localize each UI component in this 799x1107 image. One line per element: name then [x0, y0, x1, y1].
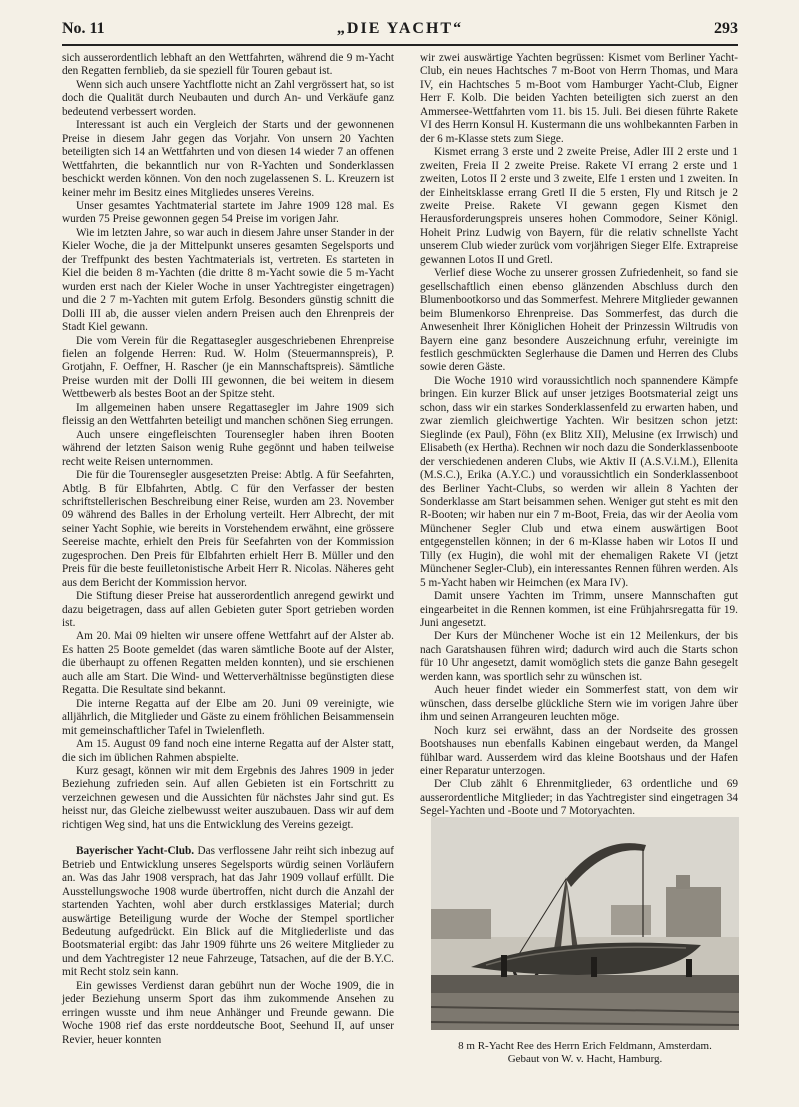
magazine-title: „DIE YACHT“ — [336, 20, 464, 37]
paragraph: Auch heuer findet wieder ein Sommerfest statt, von dem wir wünschen, dass derselbe glückliche Stern wie im vorigen Jahre über ihm und seinen Arrangeuren leuchten möge. — [420, 684, 738, 724]
yacht-photo — [431, 817, 739, 1030]
paragraph: Wie im letzten Jahre, so war auch in diesem Jahre unser Stander in der Kieler Woche, die ja der Mittelpunkt unseres gesamten Segelsports und der Treffpunkt des besten Yachtmaterials ist, vertreten. Es starteten in Kiel die beiden 8 m-Yachten (die dritte 8 m-Yacht sowie die 5 m-Yacht wurden erst nach der Kieler Woche in unser Yachtregister eingetragen) und die 2 7 m-Yachten mit gutem Erfolg. Besonders günstig schnitt die Dolli III ab, die ausser vielen andern Preisen auch den Ehrenpreis der Stadt Kiel gewann. — [62, 226, 394, 334]
figure-caption — [426, 1040, 744, 1066]
issue-number: No. 11 — [62, 20, 105, 37]
paragraph: Ein gewisses Verdienst daran gebührt nun der Woche 1909, die in jeder Beziehung unserm Sport das ihm zukommende Ansehen zu erringen wusste und ihm neue Anhänger und Freunde gewann. Die Woche 1908 rief das erste norddeutsche Boot, Seehund II, auf unser Revier, heuer konnten — [62, 979, 394, 1046]
paragraph: Der Kurs der Münchener Woche ist ein 12 Meilenkurs, der bis nach Garatshausen führen wird; dadurch wird auch die Starts schon für 10 Uhr angesetzt, damit womöglich stets die ganze Bahn gesegelt werden kann, was sportlich sehr zu wünschen ist. — [420, 630, 738, 683]
section-bayerischer-intro — [62, 845, 394, 980]
paragraph: Unser gesamtes Yachtmaterial startete im Jahre 1909 128 mal. Es wurden 75 Preise gewonnen gegen 54 Preise im vorigen Jahr. — [62, 199, 394, 226]
section-intro-text: Das verflossene Jahr reiht sich inbezug auf Betrieb und Entwicklung unseres Segelsports würdig seinen Vorläufern an. Was das Jahr 1908 versprach, hat das Jahr 1909 vollauf erfüllt. Die Ausstellungswoche 1908 wurde übertroffen, nicht durch die Anzahl der startenden Yachten, wohl aber durch erstklassiges Material; durch auswärtige Beteiligung wurde der Woche der Stempel sportlicher Bedeutung aufgedrückt. Ein Blick auf die Mitgliederliste und das Bootsmaterial ergibt: das Jahr 1909 führte uns 26 weitere Mitglieder zu und dem Yachtregister 12 neue Fahrzeuge, Tatsachen, auf die der B.Y.C. mit Recht stolz sein kann. — [62, 845, 394, 979]
paragraph: Noch kurz sei erwähnt, dass an der Nordseite des grossen Bootshauses nun ebenfalls Kabinen eingebaut werden, da Mangel fühlbar ward. Ausserdem wird das kleine Bootshaus und der Hafen einer Reparatur unterzogen. — [420, 724, 738, 778]
paragraph: Der Club zählt 6 Ehrenmitglieder, 63 ordentliche und 69 ausserordentliche Mitglieder; in das Yachtregister sind eingetragen 34 Segel-Yachten und -Boote und 7 Motoryachten. — [420, 778, 738, 818]
paragraph: Am 20. Mai 09 hielten wir unsere offene Wettfahrt auf der Alster ab. Es hatten 25 Boote gemeldet (das waren sämtliche Boote auf der Alster, die überhaupt zu offenen Regatten melden konnten), und sie erschienen auch alle am Start. Die Wind- und Wetterverhältnisse begünstigten diese Regatta. Die Resultate sind bekannt. — [62, 630, 394, 697]
paragraph: wir zwei auswärtige Yachten begrüssen: Kismet vom Berliner Yacht-Club, ein neues Hachtsches 7 m-Boot von Herrn Thomas, und Mara IV, ein Hachtsches 5 m-Boot vom Hamburger Yacht-Club, Eigner Herr F. Kolb. Die beiden Yachten beteiligten sich zuerst an den Ammersee-Wettfahrten vom 11. bis 15. Juli. Bei diesen führte Rakete VI des Herrn Konsul H. Kustermann die uns wohlbekannten Farben in der 6 m-Klasse stets zum Siege. — [420, 52, 738, 145]
left-column — [62, 52, 394, 1047]
paragraph: Kismet errang 3 erste und 2 zweite Preise, Adler III 2 erste und 1 zweiten, Freia II 2 zweite Preise. Rakete VI errang 2 erste und 1 zweiten, Lotos II 2 erste und 3 zweite, Elfe 1 ersten und 1 zweiten. In der Einheitsklasse errang Gretl II die 5 ersten, Fly und Ritsch je 2 zweite Preise. Rakete VI gewann gegen Kismet den Herausforderungspreis unseres hohen Commodore, Seiner Königl. Hoheit Prinz Ludwig von Bayern, für die relativ schnellste Yacht unserem Club wieder zurück vom vorjährigen Sieger Elfe. Extrapreise gewannen Lotos II und Gretl. — [420, 146, 738, 266]
paragraph: Verlief diese Woche zu unserer grossen Zufriedenheit, so fand sie gesellschaftlich einen ebenso glänzenden Abschluss durch den Blumenbootkorso und das Sommerfest. Mehrere Mitglieder gewannen beim Blumenkorso Ehrenpreise. Das Sommerfest, das durch die Anwesenheit Ihrer Königlichen Hoheit der Prinzessin Wiltrudis von Bayern eine ganz besondere Auszeichnung erfuhr, vereinigte im festlich geschmückten Seglerhause die Damen und Herren des Clubs sowie deren Gäste. — [420, 267, 738, 374]
paragraph: Die vom Verein für die Regattasegler ausgeschriebenen Ehrenpreise fielen an folgende Herren: Rud. W. Holm (Steuermannspreis), P. Grotjahn, F. Oeffner, H. Rascher (je ein Mannschaftspreis). Sämtliche Preise wurden mit der Dolli III gewonnen, die bei weitem in diesem Wettbewerb als bestes Boot an der Spitze steht. — [62, 334, 394, 401]
caption-line: Gebaut von W. v. Hacht, Hamburg. — [507, 1053, 663, 1065]
paragraph: Interessant ist auch ein Vergleich der Starts und der gewonnenen Preise in diesem Jahr gegen das Vorjahr. Von unsern 20 Yachten beteiligten sich 14 an Wettfahrten und von diesen 14 wieder 7 an offenen Wettfahrten, die bekanntlich nur von R-Yachten und Sonderklassen beschickt werden können. Von den noch zugelassenen S. L. Kreuzern ist keiner mehr im Besitz eines Mitgliedes unseres Vereins. — [62, 119, 394, 199]
margin-stamp — [400, 60, 414, 580]
paragraph: Wenn sich auch unsere Yachtflotte nicht an Zahl vergrössert hat, so ist doch die Qualität durch Neubauten und durch An- und Verkäufe ganz bedeutend verbessert worden. — [62, 78, 394, 118]
paragraph: Die für die Tourensegler ausgesetzten Preise: Abtlg. A für Seefahrten, Abtlg. B für Elbfahrten, Abtlg. C für den Verfasser der besten schriftstellerischen Beschreibung einer Reise, wurden am 23. November 09 während des Balles in der Erholung verteilt. Herr Albrecht, der mit seiner Yacht Sophie, wie bereits in Vorstehendem erwähnt, eine grössere Seereise machte, erhielt den Preis für Seefahrten von der Kommission zugesprochen. Den Preis für Elbfahrten erhielt Herr B. Müller und den Preis für die beste feuilletonistische Arbeit Herr R. Nicolas. Näheres geht aus dem Bericht der Kommission hervor. — [62, 469, 394, 589]
yacht-crane-illustration — [431, 817, 739, 1030]
paragraph: Im allgemeinen haben unsere Regattasegler im Jahre 1909 sich fleissig an den Wettfahrten beteiligt und manchen schönen Sieg errungen. — [62, 401, 394, 428]
paragraph: Am 15. August 09 fand noch eine interne Regatta auf der Alster statt, die sich im üblichen Rahmen abspielte. — [62, 738, 394, 764]
paragraph: Die Woche 1910 wird voraussichtlich noch spannendere Kämpfe bringen. Ein kurzer Blick auf unser jetziges Bootsmaterial zeigt uns schon, dass wir ein starkes Sonderklassenfeld zu erwarten haben, und zwar ziemlich gleichwertige Yachten. Wir besitzen schon jetzt: Sieglinde (ex Paul), Föhn (ex Blitz XII), Melusine (ex Irrwisch) und Elisabeth (ex Hertha). Rechnen wir noch dazu die Sonderklassenboote der verschiedenen anderen Clubs, wie Aktiv II (A.S.V.i.M.), Ellenita (M.S.C.), Erika (A.Y.C.) und voraussichtlich ein Sonderklassenboot des Berliner Yacht-Clubs, so werden wir allein 8 Yachten der Sonderklasse am Start beisammen sehen. Weniger gut steht es mit den R-Booten; wir haben nur ein 7 m-Boot, Freia, das wir der Aeolia vom Münchener Segler Club und etwa einem auswärtigen Boot entgegenstellen können; in der 6 m-Klasse haben wir Lotos II und Tilly (ex Hugin), die wohl mit der ehemaligen Rakete VI (jetzt Münchener Segler-Club), ein interessantes Rennen führen werden. Als 5 m-Yacht haben wir Heimchen (ex Mara IV). — [420, 374, 738, 589]
paragraph: Die Stiftung dieser Preise hat ausserordentlich anregend gewirkt und dazu beigetragen, dass auf allen Gebieten guter Sport getrieben worden ist. — [62, 590, 394, 630]
paragraph: Auch unsere eingefleischten Tourensegler haben ihren Booten während der letzten Saison wenig Ruhe gegönnt und haben teilweise recht weite Reisen unternommen. — [62, 428, 394, 468]
page-number: 293 — [714, 20, 738, 37]
page-header — [62, 18, 738, 46]
section-heading: Bayerischer Yacht-Club. — [76, 845, 195, 858]
paragraph: sich ausserordentlich lebhaft an den Wettfahrten, während die 9 m-Yacht den Regatten fernblieb, da sie speziell für Touren gebaut ist. — [62, 52, 394, 78]
paragraph: Die interne Regatta auf der Elbe am 20. Juni 09 vereinigte, wie alljährlich, die Mitglieder und Gäste zu einem fröhlichen Beisammensein mit gemeinschaftlicher Tafel in Twielenfleth. — [62, 697, 394, 737]
paragraph: Damit unsere Yachten im Trimm, unsere Mannschaften gut eingearbeitet in die Rennen kommen, ist eine Frühjahrsregatta für 19. Juni angesetzt. — [420, 590, 738, 630]
caption-line: 8 m R-Yacht Ree des Herrn Erich Feldmann, Amsterdam. — [458, 1040, 712, 1052]
paragraph: Kurz gesagt, können wir mit dem Ergebnis des Jahres 1909 in jeder Beziehung zufrieden sein. Auf allen Gebieten ist ein Fortschritt zu verzeichnen gewesen und die Aussichten für nächstes Jahr sind gut. Es heisst nur, das Gleiche zielbewusst weiter auszubauen. Dass wir auf dem richtigen Weg sind, hat uns die Entwicklung des Vereins gezeigt. — [62, 765, 394, 831]
right-column — [420, 52, 738, 819]
